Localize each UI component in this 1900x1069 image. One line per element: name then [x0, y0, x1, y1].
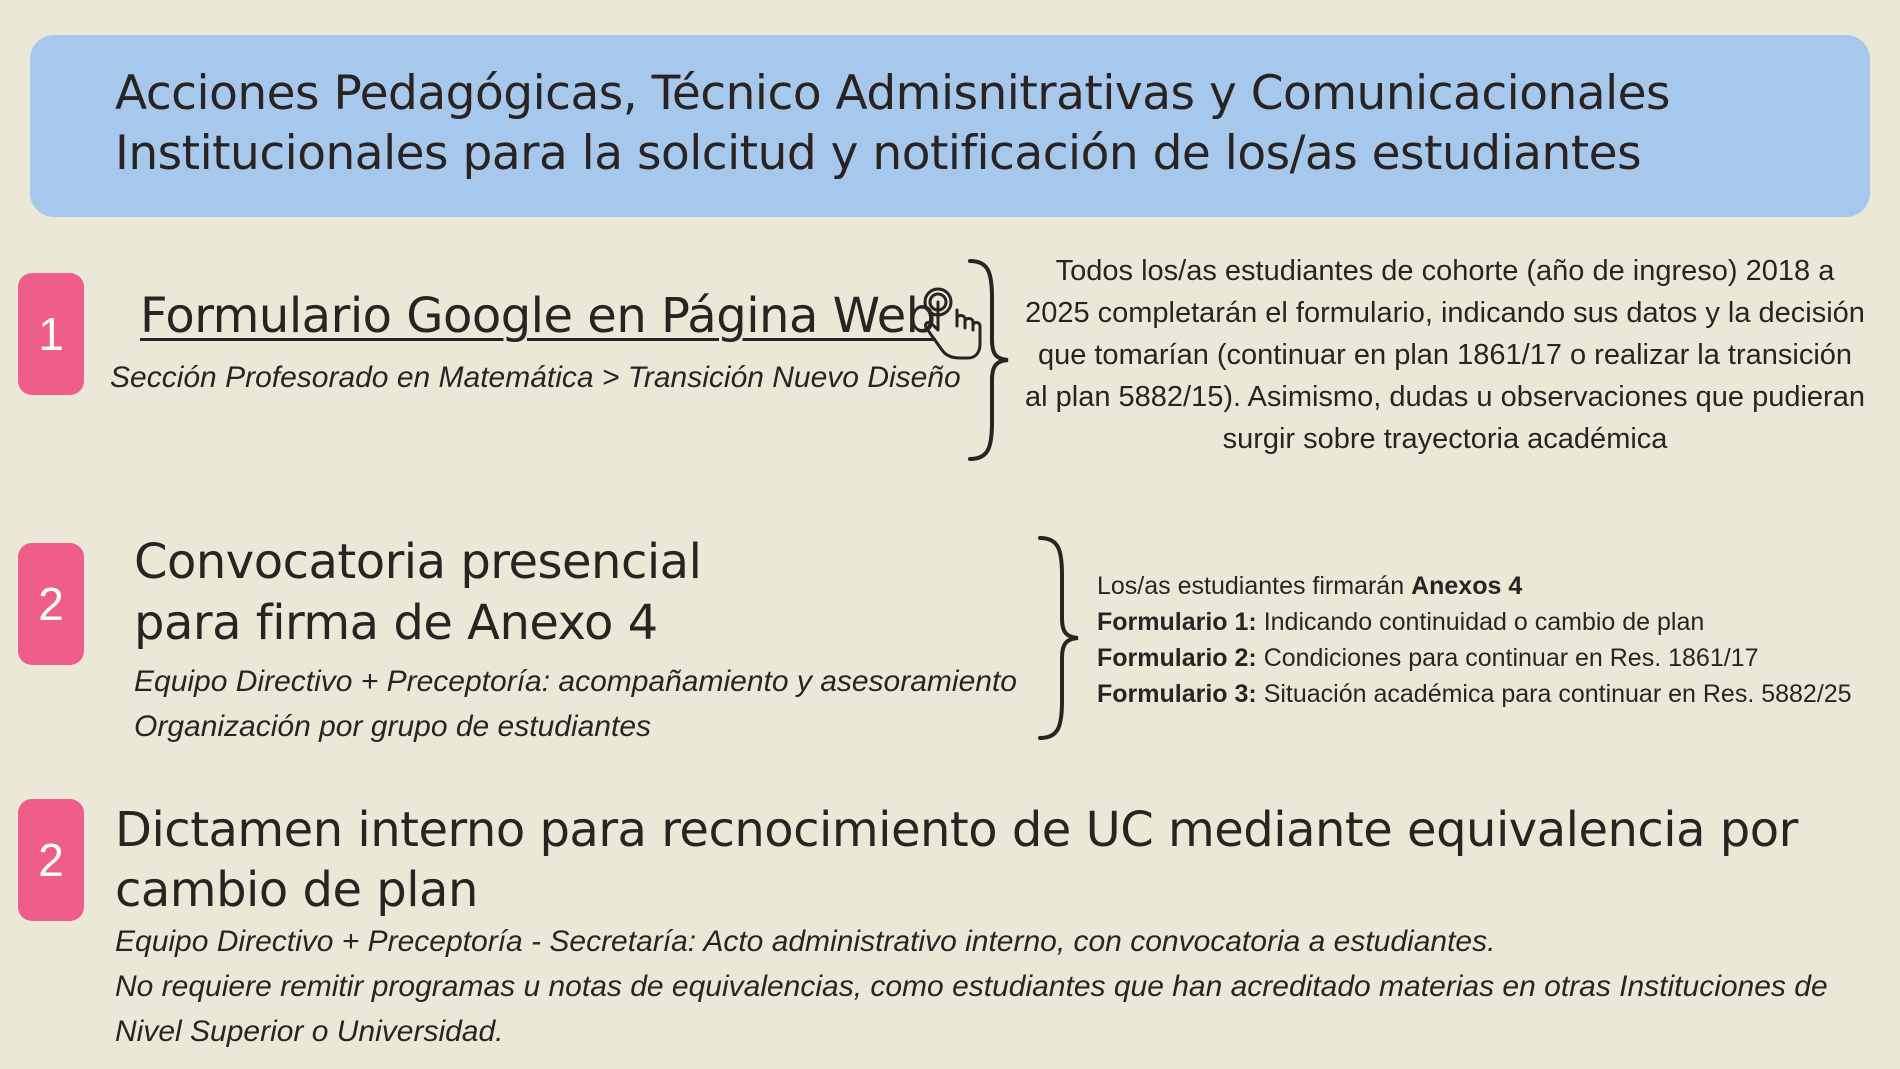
step-badge-2: 2 — [18, 543, 84, 665]
section3-note-1: Equipo Directivo + Preceptoría - Secretaría: Acto administrativo interno, con convocatoria a estudiantes. — [115, 925, 1496, 958]
section3-note-2: No requiere remitir programas u notas de equivalencias, como estudiantes que han acreditado materias en otras Instituciones de — [115, 970, 1828, 1003]
section2-intro-text: Los/as estudiantes firmarán — [1097, 572, 1412, 600]
header-title-line-2: Institucionales para la solcitud y notificación de los/as estudiantes — [115, 126, 1642, 181]
list-item — [1097, 604, 1704, 640]
section2-brace — [1036, 535, 1082, 741]
section1-brace — [966, 258, 1012, 462]
list-item-text: Indicando continuidad o cambio de plan — [1256, 608, 1705, 636]
section1-description: Todos los/as estudiantes de cohorte (año de ingreso) 2018 a 2025 completarán el formulario, indicando sus datos y la decisión que tomarían (continuar en plan 1861/17 o realizar la transición al plan 5882/15). Asimismo, dudas u observaciones que pudieran surgir sobre trayectoria académica — [1025, 255, 1865, 455]
section2-note-1: Equipo Directivo + Preceptoría: acompañamiento y asesoramiento — [134, 665, 1017, 698]
section3-note-3: Nivel Superior o Universidad. — [115, 1015, 504, 1048]
list-item — [1097, 640, 1758, 676]
section1-subtitle: Sección Profesorado en Matemática > Transición Nuevo Diseño — [110, 361, 961, 394]
list-item-label: Formulario 2: — [1097, 644, 1257, 672]
step-badge-3: 2 — [18, 799, 84, 921]
section2-intro-bold: Anexos 4 — [1411, 572, 1523, 600]
section2-note-2: Organización por grupo de estudiantes — [134, 710, 652, 743]
header-title-line-1: Acciones Pedagógicas, Técnico Admisnitrativas y Comunicacionales — [115, 66, 1671, 121]
list-item-text: Situación académica para continuar en Res. 5882/25 — [1256, 680, 1852, 708]
step-badge-1: 1 — [18, 273, 84, 395]
section3-title-line-1: Dictamen interno para recnocimiento de UC mediante equivalencia por — [115, 802, 1798, 858]
section2-title-line-2: para firma de Anexo 4 — [134, 595, 658, 651]
list-item — [1097, 676, 1852, 712]
section3-title-line-2: cambio de plan — [115, 862, 478, 918]
list-item-text: Condiciones para continuar en Res. 1861/17 — [1256, 644, 1759, 672]
list-item-label: Formulario 3: — [1097, 680, 1257, 708]
section1-title: Formulario Google en Página Web — [140, 288, 936, 344]
section2-title-line-1: Convocatoria presencial — [134, 534, 702, 590]
section2-intro — [1097, 568, 1522, 604]
list-item-label: Formulario 1: — [1097, 608, 1257, 636]
